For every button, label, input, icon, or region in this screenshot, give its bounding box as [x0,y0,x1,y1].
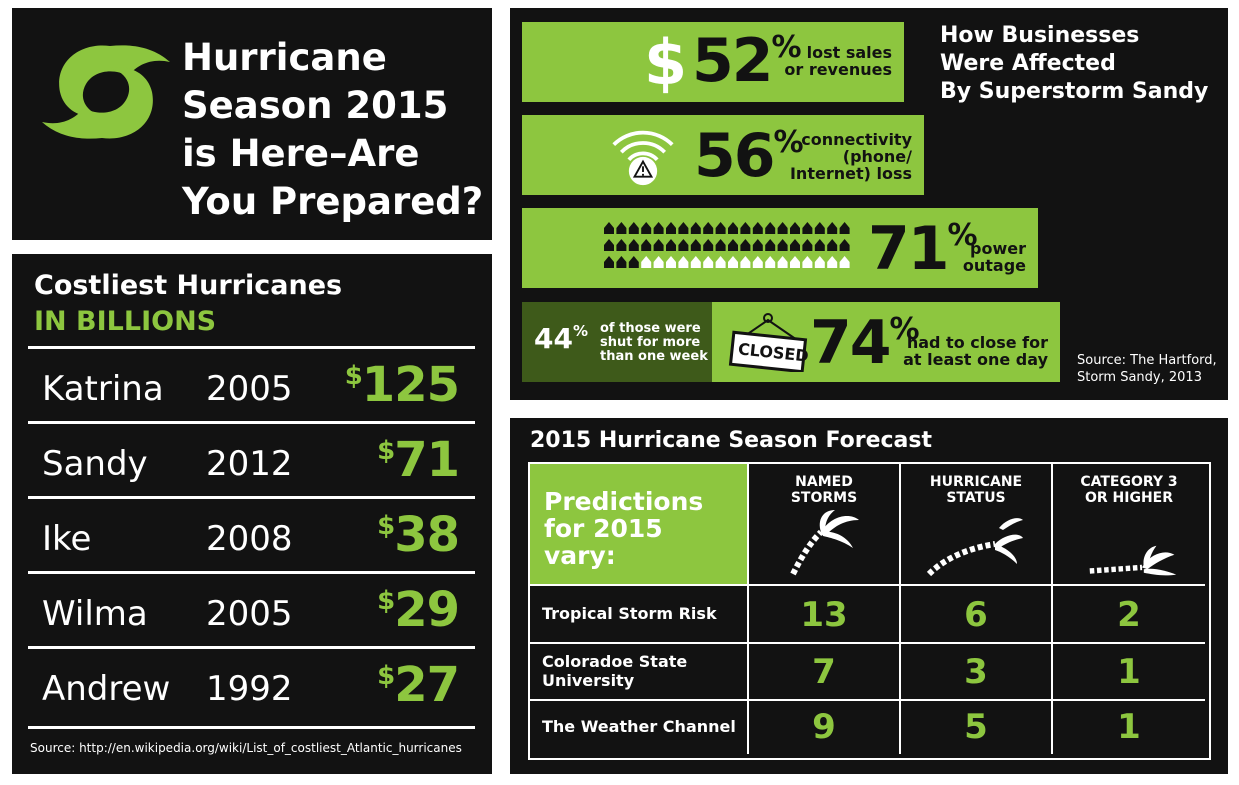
hurricane-year: 2005 [206,594,293,634]
title-panel [12,8,492,240]
house-icon [678,222,688,234]
title-line: is Here–Are [182,132,420,175]
house-icon [678,256,688,268]
stat-label-line: of those were [600,321,701,336]
house-icon [716,256,726,268]
cost-value: 29 [394,582,459,638]
house-icon [827,256,837,268]
house-icon [802,222,812,234]
dollar-sign: $ [377,436,395,466]
stat-label-line: Internet) loss [789,164,912,183]
column-header-line: OR HIGHER [1084,490,1174,506]
stat-label-line: power [970,239,1026,258]
house-icon [666,256,676,268]
stat-label [790,131,912,182]
house-icon [666,222,676,234]
row-label-line: University [542,671,635,690]
percent-sign: % [572,322,588,340]
row-label-line: Tropical Storm Risk [542,604,717,623]
house-icon [802,256,812,268]
stat-value: 52 [692,26,772,96]
cost-value: 125 [361,357,459,413]
house-icon [790,239,800,251]
businesses-panel [510,8,1228,400]
source-line: Storm Sandy, 2013 [1077,370,1202,385]
house-icon [616,222,626,234]
stat-bar-sales [522,22,904,102]
table-cell: 1 [1117,707,1141,747]
house-icon [604,222,614,234]
house-icon [641,222,651,234]
table-row-label [530,644,749,701]
cost-value: 38 [394,507,459,563]
table-cell: 2 [1053,586,1205,644]
stat-bar-power [522,208,1038,288]
percent-sign: % [889,312,918,347]
house-icon [827,222,837,234]
column-header-named-storms [749,464,901,586]
stat-bar-connectivity [522,115,924,195]
house-icon [703,239,713,251]
house-icon [753,239,763,251]
hurricane-name: Andrew [42,669,171,709]
column-header-line: CATEGORY 3 [1080,474,1178,490]
house-icon [728,239,738,251]
house-icon [629,256,639,268]
house-icon [641,239,651,251]
row-label-line: Coloradoe State [542,652,688,671]
house-icon [778,239,788,251]
costliest-subheading: IN BILLIONS [34,306,217,337]
column-header-line: STORMS [790,490,858,506]
stat-label-line: connectivity [801,130,912,149]
stat-label-line: outage [962,256,1026,275]
house-icon [703,256,713,268]
house-icon [840,239,850,251]
stat-label-line: or revenues [784,60,892,79]
title-line: You Prepared? [182,180,484,223]
hurricane-row [28,646,475,722]
hurricane-cost [377,657,459,713]
column-header-hurricane-status [901,464,1053,586]
house-icon [629,239,639,251]
house-icon [604,239,614,251]
house-icon [740,256,750,268]
bent-palm-tree-icon [925,508,1025,578]
table-cell: 9 [749,701,901,754]
stat-label-line: (phone/ [842,147,912,166]
page-title [182,34,487,226]
percent-sign: % [947,218,976,253]
stat-label [963,240,1026,274]
house-icon [616,256,626,268]
house-icon [716,239,726,251]
house-icon [678,239,688,251]
row-label-line: The Weather Channel [542,717,736,736]
hurricane-row [28,496,475,572]
hurricane-cost [377,582,459,638]
column-header-line: STATUS [946,490,1006,506]
cost-value: 27 [394,657,459,713]
dollar-sign: $ [377,511,395,541]
wifi-warning-icon [610,121,676,189]
source-note: Source: http://en.wikipedia.org/wiki/List_of_costliest_Atlantic_hurricanes [30,741,462,755]
table-cell: 5 [901,701,1053,754]
stat-label-line: than one week [600,349,708,364]
house-icon [616,239,626,251]
table-cell: 7 [749,644,901,701]
stat-value: 44 [534,322,573,355]
dollar-sign: $ [377,586,395,616]
house-icon [654,256,664,268]
house-icon [716,222,726,234]
hurricane-row [28,571,475,647]
house-icon [840,256,850,268]
house-icon [802,239,812,251]
house-icon [753,256,763,268]
house-icon [765,222,775,234]
house-icon [778,222,788,234]
house-icon [728,222,738,234]
businesses-title [940,22,1220,106]
stat-value: 56 [694,121,774,191]
table-cell: 13 [749,586,901,644]
house-icon [740,222,750,234]
closed-sign-text: CLOSED [737,339,810,366]
hurricane-cost [377,507,459,563]
house-icon [604,256,614,268]
dollar-sign: $ [377,661,395,691]
stat-label-line: lost sales [806,43,892,62]
table-cell: 1 [1053,644,1205,701]
forecast-table [528,462,1211,760]
hurricane-name: Ike [42,519,92,559]
percent-sign: % [771,30,800,65]
stat-label-line: had to close for [906,333,1048,352]
stat-label [784,44,892,78]
house-icon [691,256,701,268]
title-line: How Businesses [940,23,1140,48]
house-icon [654,222,664,234]
title-line: Hurricane [182,36,387,79]
dollar-sign: $ [344,361,362,391]
houses-icon [604,222,854,274]
stat-bar-closed [522,302,1060,382]
stat-percent [868,214,976,284]
percent-sign: % [773,125,802,160]
hurricane-year: 1992 [206,669,293,709]
house-icon [641,256,651,268]
house-icon [753,222,763,234]
house-icon [666,239,676,251]
house-icon [790,222,800,234]
stat-label-line: shut for more [600,335,701,350]
title-line: By Superstorm Sandy [940,79,1209,104]
intro-line: Predictions [544,487,704,516]
hurricane-row [28,346,475,422]
house-icon [728,256,738,268]
title-line: Season 2015 [182,84,449,127]
column-header-line: NAMED [795,474,853,490]
fallen-palm-tree-icon [1083,544,1183,580]
house-icon [790,256,800,268]
week-closure-box [522,302,712,382]
forecast-title: 2015 Hurricane Season Forecast [530,428,932,453]
house-icon [654,239,664,251]
hurricane-year: 2012 [206,444,293,484]
house-icon [629,222,639,234]
table-cell: 6 [901,586,1053,644]
house-icon [827,239,837,251]
house-icon [740,239,750,251]
costliest-heading: Costliest Hurricanes [34,270,343,301]
house-icon [778,256,788,268]
divider [28,726,475,729]
hurricane-cost [345,357,459,413]
hurricane-year: 2005 [206,369,293,409]
column-header-category-3 [1053,464,1205,586]
week-percent [534,322,588,355]
house-icon [691,239,701,251]
hurricane-name: Katrina [42,369,164,409]
closed-sign-icon [728,312,808,372]
week-label [600,322,708,364]
house-icon [815,222,825,234]
house-icon [691,222,701,234]
source-note [1077,352,1217,386]
house-icon [815,256,825,268]
cost-value: 71 [394,432,459,488]
forecast-panel [510,418,1228,774]
hurricane-year: 2008 [206,519,293,559]
stat-percent [694,121,802,191]
forecast-intro [530,464,749,586]
palm-tree-icon [783,508,863,578]
costliest-panel [12,254,492,774]
dollar-icon: $ [644,26,688,99]
column-header-line: HURRICANE [929,474,1023,490]
intro-line: for 2015 [544,514,663,543]
table-cell: 3 [901,644,1053,701]
hurricane-row [28,421,475,497]
hurricane-name: Sandy [42,444,148,484]
stat-label-line: at least one day [903,350,1048,369]
hurricane-name: Wilma [42,594,148,634]
source-line: Source: The Hartford, [1077,353,1217,368]
hurricane-cost [377,432,459,488]
house-icon [840,222,850,234]
title-line: Were Affected [940,51,1116,76]
hurricane-icon [40,40,172,144]
house-icon [765,239,775,251]
stat-value: 74 [810,308,890,378]
house-icon [703,222,713,234]
table-row-label [530,586,749,644]
table-row-label [530,701,749,754]
stat-value: 71 [868,214,948,284]
house-icon [765,256,775,268]
intro-line: vary: [544,541,616,570]
stat-label [903,334,1048,368]
stat-percent [810,308,918,378]
house-icon [815,239,825,251]
